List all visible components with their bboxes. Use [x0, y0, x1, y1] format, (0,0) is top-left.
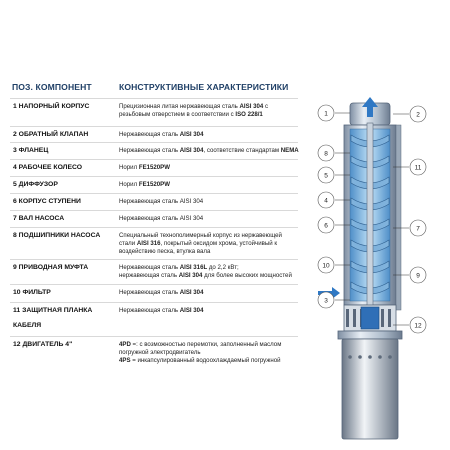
description-segment: AISI 304 [239, 103, 264, 110]
component-description [119, 103, 299, 119]
callout-number: 10 [322, 262, 330, 270]
callout-1 [318, 105, 350, 121]
description-segment: 4PS [119, 357, 131, 365]
component-name: 12 ДВИГАТЕЛЬ 4" [13, 341, 73, 348]
callout-number: 12 [414, 322, 422, 330]
component-row [10, 227, 298, 260]
component-name: 10 ФИЛЬТР [13, 289, 51, 296]
callout-number: 7 [416, 225, 420, 233]
coupling [361, 307, 379, 329]
description-segment: Нержавеющая сталь [119, 131, 180, 138]
component-name: 11 ЗАЩИТНАЯ ПЛАНКА [13, 307, 93, 314]
description-segment: NEMA [280, 147, 299, 154]
filter-slot [381, 309, 384, 327]
description-segment: Нержавеющая сталь [119, 147, 180, 154]
description-segment: , покрытый оксидом хрома, устойчивый к воздействию песка, втулка вала [119, 240, 277, 256]
component-description [119, 215, 299, 223]
component-name: 2 ОБРАТНЫЙ КЛАПАН [13, 131, 89, 138]
component-row [10, 98, 298, 127]
component-row [10, 142, 298, 160]
description-segment: 4PD [119, 341, 131, 348]
component-description [119, 164, 299, 172]
callout-number: 4 [324, 197, 328, 205]
description-segment: , соответствие стандартам [203, 147, 281, 154]
callout-number: 3 [324, 297, 328, 305]
component-description [119, 198, 299, 206]
description-segment: с резьбовым отверстием в соответствии с [119, 103, 268, 119]
description-segment: нержавеющая сталь [119, 272, 179, 280]
component-name: 6 КОРПУС СТУПЕНИ [13, 198, 81, 205]
description-segment: Норил [119, 164, 139, 171]
filter-slot [388, 309, 391, 327]
component-name: 8 ПОДШИПНИКИ НАСОСА [13, 232, 101, 239]
component-row [10, 259, 298, 285]
component-row [10, 176, 298, 194]
component-row [10, 126, 298, 143]
component-description [119, 131, 299, 139]
callout-number: 6 [324, 222, 328, 230]
guard-strip [396, 125, 401, 310]
component-name: 3 ФЛАНЕЦ [13, 147, 49, 154]
component-description [119, 289, 299, 297]
motor [342, 339, 398, 439]
description-segment: Специальный технополимерный корпус из нержавеющей стали [119, 232, 282, 248]
description-segment: FE1520PW [138, 164, 171, 171]
motor-bolt [358, 355, 362, 359]
description-segment: Прецизионная литая нержавеющая сталь [119, 103, 240, 110]
flange [338, 331, 402, 339]
callout-number: 8 [324, 150, 328, 158]
callout-number: 11 [414, 164, 422, 172]
component-row [10, 336, 298, 377]
description-segment: AISI 304 [179, 307, 204, 314]
header-characteristics: КОНСТРУКТИВНЫЕ ХАРАКТЕРИСТИКИ [119, 82, 289, 92]
description-segment: = инкапсулированный водоохлаждаемый погружной [130, 357, 281, 365]
description-segment: Нержавеющая сталь [119, 289, 180, 296]
description-segment: ISO 228/1 [235, 111, 263, 119]
callout-number: 5 [324, 172, 328, 180]
pump-shaft [367, 123, 373, 313]
pump-cutaway-diagram [298, 95, 443, 445]
component-description [119, 181, 299, 189]
description-segment: Нержавеющая сталь AISI 304 [119, 215, 204, 222]
component-name: 9 ПРИВОДНАЯ МУФТА [13, 264, 89, 271]
component-description [119, 341, 299, 366]
description-segment: до 2,2 кВт; [207, 264, 239, 271]
component-description [119, 307, 299, 315]
description-segment: AISI 304 [179, 131, 204, 138]
callout-number: 9 [416, 272, 420, 280]
component-row [10, 284, 298, 303]
description-segment: =: с возможностью перемотки, заполненный маслом погружной электродвигатель [119, 341, 282, 357]
description-segment: FE1520PW [138, 181, 171, 188]
filter-slot [353, 309, 356, 327]
description-segment: для более высоких мощностей [202, 272, 292, 280]
component-name: 1 НАПОРНЫЙ КОРПУС [13, 103, 90, 110]
component-description [119, 264, 299, 280]
description-segment: AISI 304 [178, 272, 203, 280]
callout-2 [393, 106, 426, 122]
filter-slot [346, 309, 349, 327]
description-segment: AISI 304 [179, 289, 204, 296]
component-description [119, 147, 299, 155]
motor-bolt [348, 355, 352, 359]
component-row [10, 302, 298, 337]
description-segment: Норил [119, 181, 139, 188]
motor-bolt [368, 355, 372, 359]
component-row [10, 193, 298, 211]
component-name: 4 РАБОЧЕЕ КОЛЕСО [13, 164, 83, 171]
component-row [10, 159, 298, 177]
callout-number: 2 [416, 111, 420, 119]
component-name: 7 ВАЛ НАСОСА [13, 215, 65, 222]
component-row [10, 210, 298, 228]
callout-number: 1 [324, 110, 328, 118]
description-segment: AISI 316L [179, 264, 208, 271]
motor-bolt [378, 355, 382, 359]
description-segment: AISI 316 [136, 240, 161, 248]
motor-bolt [388, 355, 392, 359]
component-name: 5 ДИФФУЗОР [13, 181, 58, 188]
description-segment: AISI 304 [179, 147, 204, 154]
component-description [119, 232, 299, 257]
description-segment: Нержавеющая сталь AISI 304 [119, 198, 204, 205]
description-segment: Нержавеющая сталь [119, 307, 180, 314]
cable-label: КАБЕЛЯ [13, 322, 42, 329]
description-segment: Нержавеющая сталь [119, 264, 180, 271]
header-component: ПОЗ. КОМПОНЕНТ [12, 82, 92, 92]
